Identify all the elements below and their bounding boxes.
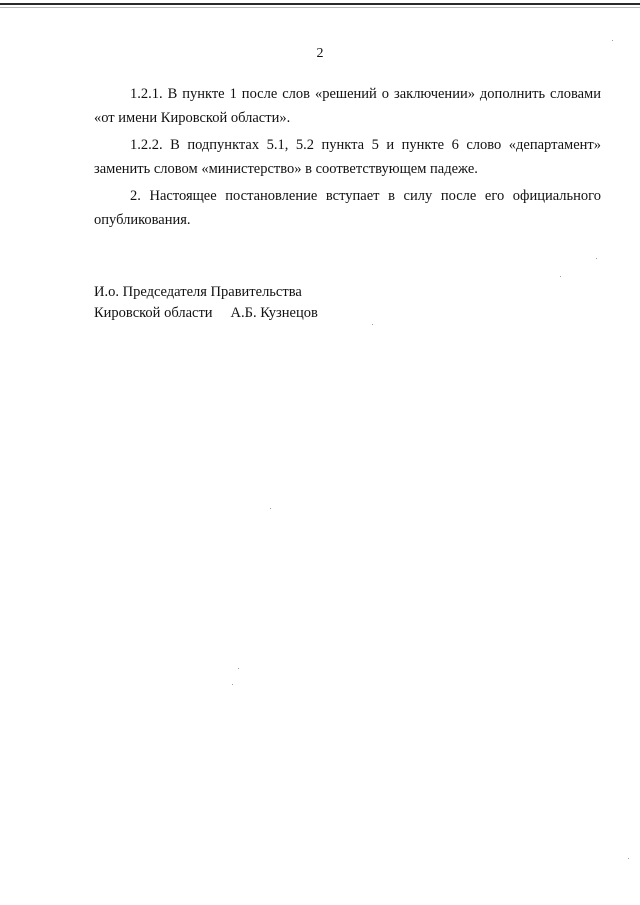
scan-speck [596, 258, 597, 259]
scan-speck [238, 668, 239, 669]
header-rule [0, 3, 640, 5]
paragraph-1-2-2: 1.2.2. В подпунктах 5.1, 5.2 пункта 5 и пункте 6 слово «департамент» заменить словом «министерство» в соответствующем падеже. [94, 137, 601, 177]
paragraph-1-2-1: 1.2.1. В пункте 1 после слов «решений о заключении» дополнить словами «от имени Кировской области». [94, 86, 601, 126]
signatory-name: А.Б. Кузнецов [230, 305, 318, 321]
scan-speck [270, 508, 271, 509]
header-rule-shadow [0, 7, 640, 8]
signature-block [94, 282, 318, 324]
signatory-position-line-2-row [94, 303, 318, 324]
paragraph-2: 2. Настоящее постановление вступает в силу после его официального опубликования. [94, 188, 601, 228]
scan-speck [612, 40, 613, 41]
scan-speck [232, 684, 233, 685]
page-number: 2 [316, 46, 324, 61]
scan-speck [560, 276, 561, 277]
scan-speck [628, 858, 629, 859]
scan-speck [372, 324, 373, 325]
signatory-position-line-2: Кировской области [94, 305, 213, 321]
signatory-position-line-1: И.о. Председателя Правительства [94, 284, 302, 300]
